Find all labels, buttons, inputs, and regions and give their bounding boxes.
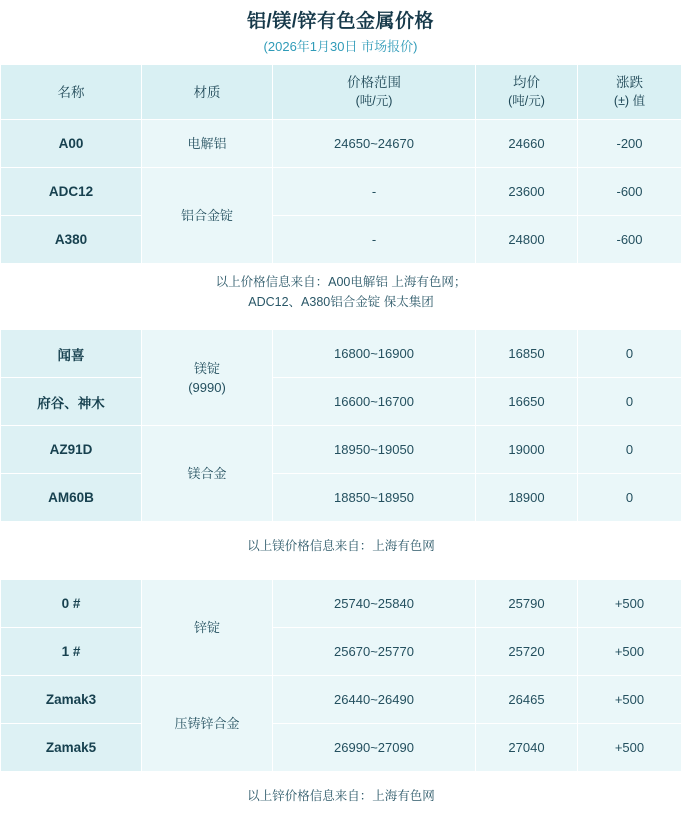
cell-average-price: 16650 <box>476 378 578 426</box>
source-note: 以上锌价格信息来自：上海有色网 <box>1 772 681 821</box>
cell-price-range: 26440~26490 <box>273 676 476 724</box>
table-row <box>1 120 681 168</box>
cell-material: 镁合金 <box>142 426 273 522</box>
cell-name: A00 <box>1 120 142 168</box>
cell-price-range: - <box>273 216 476 264</box>
table-row <box>1 474 681 522</box>
cell-change: -200 <box>578 120 681 168</box>
col-header-name: 名称 <box>1 65 142 120</box>
cell-average-price: 24660 <box>476 120 578 168</box>
cell-average-price: 16850 <box>476 330 578 378</box>
col-header-range-label: 价格范围 <box>347 75 401 90</box>
cell-average-price: 23600 <box>476 168 578 216</box>
cell-price-range: 24650~24670 <box>273 120 476 168</box>
cell-name: Zamak3 <box>1 676 142 724</box>
col-header-avg-label: 均价 <box>513 75 540 90</box>
cell-price-range: 18950~19050 <box>273 426 476 474</box>
table-row <box>1 330 681 378</box>
cell-name: AZ91D <box>1 426 142 474</box>
cell-material: 镁锭 (9990) <box>142 330 273 426</box>
cell-average-price: 24800 <box>476 216 578 264</box>
source-note: 以上价格信息来自：A00电解铝 上海有色网； ADC12、A380铝合金锭 保太集团 <box>1 264 681 321</box>
cell-average-price: 19000 <box>476 426 578 474</box>
cell-average-price: 27040 <box>476 724 578 772</box>
cell-change: +500 <box>578 724 681 772</box>
cell-change: 0 <box>578 378 681 426</box>
cell-price-range: 18850~18950 <box>273 474 476 522</box>
cell-average-price: 18900 <box>476 474 578 522</box>
table-body <box>1 120 681 821</box>
col-header-change-unit: (±) 值 <box>579 92 680 111</box>
header-row <box>1 65 681 120</box>
cell-name: AM60B <box>1 474 142 522</box>
cell-change: 0 <box>578 474 681 522</box>
table-row <box>1 216 681 264</box>
price-table <box>0 64 681 821</box>
source-note-row <box>1 522 681 571</box>
col-header-avg-unit: (吨/元) <box>477 92 576 111</box>
col-header-range-unit: (吨/元) <box>274 92 474 111</box>
cell-price-range: 25740~25840 <box>273 580 476 628</box>
cell-name: ADC12 <box>1 168 142 216</box>
table-row <box>1 426 681 474</box>
cell-name: 府谷、神木 <box>1 378 142 426</box>
title-bar <box>0 0 681 64</box>
col-header-material: 材质 <box>142 65 273 120</box>
page-title: 铝/镁/锌有色金属价格 <box>0 8 681 36</box>
section-spacer-cell <box>1 571 681 580</box>
cell-material: 压铸锌合金 <box>142 676 273 772</box>
table-row <box>1 580 681 628</box>
cell-name: 闻喜 <box>1 330 142 378</box>
table-row <box>1 676 681 724</box>
col-header-change <box>578 65 681 120</box>
col-header-change-label: 涨跌 <box>616 75 643 90</box>
cell-change: 0 <box>578 330 681 378</box>
cell-price-range: 25670~25770 <box>273 628 476 676</box>
table-header <box>1 65 681 120</box>
cell-material: 锌锭 <box>142 580 273 676</box>
source-note-row <box>1 264 681 321</box>
table-row <box>1 628 681 676</box>
table-row <box>1 378 681 426</box>
cell-name: 0 # <box>1 580 142 628</box>
source-note-row <box>1 772 681 821</box>
cell-change: +500 <box>578 628 681 676</box>
cell-change: -600 <box>578 216 681 264</box>
cell-name: Zamak5 <box>1 724 142 772</box>
source-note: 以上镁价格信息来自：上海有色网 <box>1 522 681 571</box>
cell-price-range: 16600~16700 <box>273 378 476 426</box>
cell-price-range: 16800~16900 <box>273 330 476 378</box>
cell-material: 电解铝 <box>142 120 273 168</box>
section-spacer <box>1 321 681 330</box>
table-row <box>1 168 681 216</box>
section-spacer <box>1 571 681 580</box>
cell-material: 铝合金锭 <box>142 168 273 264</box>
cell-change: +500 <box>578 580 681 628</box>
cell-change: +500 <box>578 676 681 724</box>
cell-name: 1 # <box>1 628 142 676</box>
col-header-range <box>273 65 476 120</box>
cell-average-price: 26465 <box>476 676 578 724</box>
table-row <box>1 724 681 772</box>
cell-price-range: - <box>273 168 476 216</box>
col-header-avg <box>476 65 578 120</box>
page-subtitle: (2026年1月30日 市场报价) <box>0 36 681 64</box>
cell-average-price: 25720 <box>476 628 578 676</box>
cell-average-price: 25790 <box>476 580 578 628</box>
cell-name: A380 <box>1 216 142 264</box>
cell-change: 0 <box>578 426 681 474</box>
section-spacer-cell <box>1 321 681 330</box>
cell-price-range: 26990~27090 <box>273 724 476 772</box>
cell-change: -600 <box>578 168 681 216</box>
